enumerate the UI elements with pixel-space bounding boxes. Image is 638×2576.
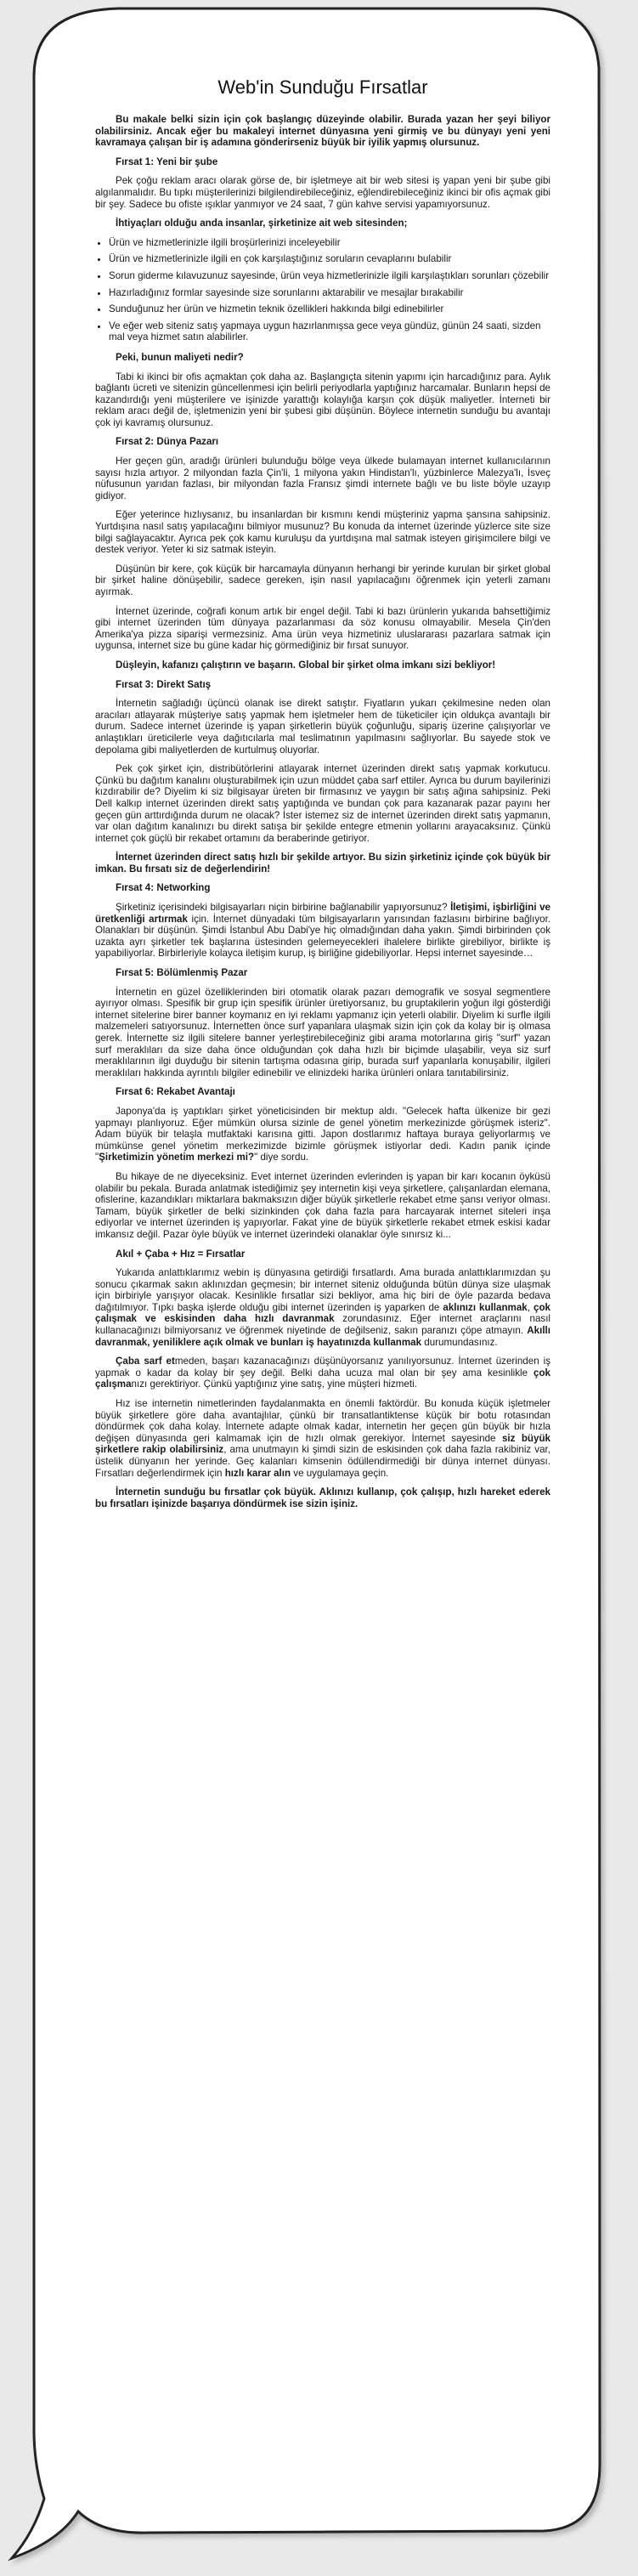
paragraph: Pek çok şirket için, distribütörlerini atlayarak internet üzerinden direkt satış yapmak korkutucu. Çünkü bu dağıtım kanalını oluşturabilmek için uzun müddet çaba sarf ettiler. Ayrıca bu durum bayilerinizi kızdırabilir de? Diyelim ki siz bilgisayar üreten bir firmasınız ve yaygın bir satış ağına sahipsiniz. Peki Dell kalkıp internet üzerinden direkt satış yaptığında ve bundan çok para kazanarak pazar payını her geçen gün arttırdığında durum ne olacak? İster istemez siz de internet üzerinden direkt satış yapmanın, var olan dağıtım kanalınızı bu direkt satışa bir şekilde entegre etmenin yollarını arayacaksınız. Çünkü internet çok güçlü bir rekabet ortamını da beraberinde getiriyor.	[95, 763, 550, 844]
list-item: • Sunduğunuz her ürün ve hizmetin teknik özellikleri hakkında bilgi edinebilirler	[109, 303, 550, 315]
paragraph: Japonya'da iş yaptıkları şirket yöneticisinden bir mektup aldı. "Gelecek hafta ülkenize bir gezi yapmayı planlıyoruz. Eğer mümkün olursa sizinle de genel yönetim merkezinizde görüşmek isteriz". Adam büyük bir telaşla mutfaktaki karısına gitti. Japon dostlarımız haftaya buraya geliyorlarmış ve mümkünse genel yönetim merkezimizde bizimle görüşmek istiyorlar dedi. Kadın panik içinde "Şirketimizin yönetim merkezi mi?" diye sordu.	[95, 1105, 550, 1163]
paragraph: İnternetin en güzel özelliklerinden biri otomatik olarak pazarı demografik ve sosyal segmentlere ayırıyor olması. Spesifik bir grup için spesifik ürünler üretiyorsanız, bu gruptakilerin yoğun ilgi gösterdiği internet sitelerine birer banner koymanız en iyi reklamı yapmanız için yeterli olabilir. Diyelim ki surfle ilgili malzemeleri satıyorsunuz. İnternetten önce surf yapanlara ulaşmak sizin için çok da kolay bir iş olmasa gerek. İnternette siz ilgili sitelere banner yerleştirebileceğiniz gibi arama motorlarına giriş "surf" yazan surf meraklıları da size daha önce olduğundan çok daha hızlı bir biçimde ulaşabilir, veya siz surf meraklılarının ilgi duyduğu bir sitenin tartışma odasına girip, burada surf yapanlarla konuşabilir, ilgileri meraklıları hakkında ayrıntılı bilgiler edinebilir ve elinizdeki harika ürünleri onlara tanıtabilirsiniz.	[95, 986, 550, 1079]
page-title: Web'in Sunduğu Fırsatlar	[217, 76, 428, 98]
section-heading: Fırsat 6: Rekabet Avantajı	[116, 1086, 235, 1098]
paragraph: Eğer yeterince hızlıysanız, bu insanlardan bir kısmını kendi müşteriniz yapma şansına sahipsiniz. Yurtdışına nasıl satış yapılacağını bilmiyor musunuz? Bu konuda da internet üzerinde yüzlerce site size bilgi sağlayacaktır. Ayrıca pek çok kamu kuruluşu da yurtdışına mal satmak isteyen girişimcilere bilgi ve destek veriyor. Yeter ki siz satmak isteyin.	[95, 509, 550, 556]
section-heading: Fırsat 1: Yeni bir şube	[116, 156, 218, 167]
article	[95, 76, 550, 1517]
bold-paragraph: İnternet üzerinden direct satış hızlı bir şekilde artıyor. Bu sizin şirketiniz içinde çok büyük bir imkan. Bu fırsatı siz de değerlendirin!	[95, 852, 550, 875]
paragraph: İnternetin sağladığı üçüncü olanak ise direkt satıştır. Fiyatların yukarı çekilmesine neden olan aracıları atlayarak müşteriye satış yapmak hem işletmeler hem de tüketiciler için oldukça avantajlı bir durum. Sadece internet üzerinde iş yapan şirketlerin büyük çoğunluğu, sipariş üzerine çalışıyorlar ve anlaştıkları üreticilerle veya dağıtıcılarla mal teslimatının yapılmasını sağlıyorlar. Bu sayede stok ve depolama gibi maliyetlerden de kurtulmuş oluyorlar.	[95, 698, 550, 756]
section-heading: Peki, bunun maliyeti nedir?	[116, 351, 244, 363]
section-heading: İhtiyaçları olduğu anda insanlar, şirketinize ait web sitesinden;	[116, 218, 408, 229]
section-heading: Fırsat 3: Direkt Satış	[116, 678, 212, 690]
paragraph: İnternet üzerinde, coğrafi konum artık bir engel değil. Tabi ki bazı ürünlerin yukarıda bahsettiğimiz gibi internet üzerinden tüm dünyaya pazarlanması da söz konusu olmayabilir. Mesela Çin'den Amerika'ya pizza siparişi vermezsiniz. Ama ürün veya hizmetiniz uluslararası pazarlara satmak için uygunsa, internet size bu güne kadar hiç görmediğiniz bir fırsat sunuyor.	[95, 605, 550, 652]
article-body	[95, 114, 550, 1509]
paragraph: Düşünün bir kere, çok küçük bir harcamayla dünyanın herhangi bir yerinde kurulan bir şirket global bir şirket haline dönüşebilir, sadece gereken, işin nasıl yapılacağını öğrenmek için yeterli zamanı ayırmak.	[95, 563, 550, 597]
list-item: • Ürün ve hizmetlerinizle ilgili en çok karşılaştığınız soruların cevaplarını bulabilir	[109, 253, 550, 265]
list-item: • Hazırladığınız formlar sayesinde size sorunlarını aktarabilir ve mesajlar bırakabilir	[109, 287, 550, 299]
section-heading: Fırsat 2: Dünya Pazarı	[116, 436, 219, 448]
list-item: • Ürün ve hizmetlerinizle ilgili broşürlerinizi inceleyebilir	[109, 237, 550, 249]
list-item: • Sorun giderme kılavuzunuz sayesinde, ürün veya hizmetlerinizle ilgili karşılaştıkları sorunları çözebilir	[109, 270, 550, 282]
paragraph: Hız ise internetin nimetlerinden faydalanmakta en önemli faktördür. Bu konuda küçük işletmeler büyük şirketlere göre daha avantajlılar, çünkü bir transatlantiktense küçük bir botu rotasından döndürmek çok daha kolay. İnternete adapte olmak kadar, internetin her geçen gün büyük bir hızla değişen dünyasında geri kalmamak için de hızlı olmak gerekiyor. İnternet sayesinde siz büyük şirketlere rakip olabilirsiniz, ama unutmayın ki şimdi sizin de eskisinden çok daha fazla rakibiniz var, üstelik dünyanın her yerinde. Geç kalanları kimsenin ödüllendirmediği bir dünya internet dünyası. Fırsatları değerlendirmek için hızlı karar alın ve uygulamaya geçin.	[95, 1398, 550, 1479]
paragraph: Her geçen gün, aradığı ürünleri bulunduğu bölge veya ülkede bulamayan internet kullanıcılarının sayısı hızla artıyor. 2 milyondan fazla Çin'li, 1 milyona yakın Hindistan'lı, yüzbinlerce Malezya'lı, İsveç nüfusunun yarıdan fazlası, bir milyondan fazla Fransız şimdi internete bağlı ve bu liste böyle uzayıp gidiyor.	[95, 456, 550, 501]
paragraph: Yukarıda anlattıklarımız webin iş dünyasına getirdiği fırsatlardı. Ama burada anlattıklarımızdan şu sonucu çıkarmak sakın aklınızdan geçmesin; bir internet siteniz olduğunda bütün dünya size ulaşmak için birbiriyle yarışıyor olacak. Kesinlikle fırsatlar sizi bekliyor, ama hiç biri de öyle pazarda bedava dağıtılmıyor. Tıpkı başka işlerde olduğu gibi internet üzerinden iş yaparken de aklınızı kullanmak, çok çalışmak ve eskisinden daha hızlı davranmak zorundasınız. Eğer internet araçlarını nasıl kullanacağınızı bilmiyorsanız ve öğrenmek niyetinde de değilseniz, sakın paranızı çöpe atmayın. Akıllı davranmak, yeniliklere açık olmak ve bunları iş hayatınızda kullanmak durumundasınız.	[95, 1267, 550, 1348]
paragraph: Çaba sarf etmeden, başarı kazanacağınızı düşünüyorsanız yanılıyorsunuz. İnternet üzerinden iş yapmak o kadar da kolay bir şey değil. Belki daha ucuza mal olan bir şey ama kesinlikle çok çalışmanızı gerektiriyor. Çünkü yaptığınız yine satış, yine müşteri hizmeti.	[95, 1356, 550, 1390]
section-heading: Akıl + Çaba + Hız = Fırsatlar	[116, 1248, 246, 1260]
paragraph: Şirketiniz içerisindeki bilgisayarları niçin birbirine bağlanabilir yapıyorsunuz? İletişimi, işbirliğini ve üretkenliği artırmak için. İnternet dünyadaki tüm bilgisayarların yarısından fazlasını birbirine bağlıyor. Olanakları bir düşünün. Şimdi İstanbul Abu Dabi'ye hiç olmadığından daha yakın. Şimdi birbirinden çok uzakta ayrı şirketler tek başlarına üstesinden gelemeyecekleri ihalelere birlikte girebiliyor, birlikte iş yapabiliyorlar. Birbirleriyle kolayca iletişim kurup, iş birliğine gidebiliyorlar. Hepsi internet sayesinde…	[95, 902, 551, 960]
section-heading: Fırsat 4: Networking	[116, 882, 211, 894]
section-heading: Fırsat 5: Bölümlenmiş Pazar	[116, 967, 248, 979]
paragraph: Pek çoğu reklam aracı olarak görse de, bir işletmeye ait bir web sitesi iş yapan yeni bir şube gibi algılanmalıdır. Bu tıpkı müşterilerinizi bilgilendirebileceğiniz, eğlendirebileceğiniz ikinci bir ofis açmak gibi bir şey. Sadece bu ofiste ışıklar yanmıyor ve 24 saat, 7 gün kahve servisi yapamıyorsunuz.	[95, 175, 550, 210]
paragraph: Bu hikaye de ne diyeceksiniz. Evet internet üzerinden evlerinden iş yapan bir karı kocanın öyküsü olabilir bu pekala. Burada anlatmak istediğimiz şey internetin kişi veya şirketlere, çalışanlardan elemana, ofislerine, kazandıkları miktarlara bakmaksızın diğer büyük şirketlerle rekabet etme şansı veriyor olması. Tamam, büyük şirketler de belki sizinkinden çok daha fazla para harcayarak internet siteleri inşa ediyorlar ve internet üzerinden iş yapıyorlar. Fakat yine de büyük şirketlerle rekabet etmek eskisi kadar imkansız değil. Pazar öyle büyük ve internet üzerindeki olanaklar öyle sınırsız ki...	[95, 1170, 550, 1240]
bold-paragraph: Bu makale belki sizin için çok başlangıç düzeyinde olabilir. Burada yazan her şeyi biliyor olabilirsiniz. Ancak eğer bu makaleyi internet dünyasına yeni girmiş ve bu dünyayı yeni yeni kavramaya çalışan bir iş adamına gönderirseniz büyük bir iyilik yapmış olursunuz.	[95, 114, 550, 149]
bold-paragraph: İnternetin sunduğu bu fırsatlar çok büyük. Aklınızı kullanıp, çok çalışıp, hızlı hareket ederek bu fırsatları işinizde başarıya döndürmek ise sizin işiniz.	[95, 1486, 550, 1509]
paragraph: Tabi ki ikinci bir ofis açmaktan çok daha az. Başlangıçta sitenin yapımı için harcadığınız para. Aylık bağlantı ücreti ve sitenizin güncellenmesi için belirli periyodlarla yaptığınız harcamalar. Bunların hepsi de kazandırdığı yeni müşterilere ve işinizde yarattığı kolaylığa karşın çok düşük maliyetler. İnterneti bir reklam aracı değil de, işletmenizin yeni bir şubesi gibi düşünün. Böylece internetin sunduğu bu avantajı çok iyi kavramış olursunuz.	[95, 371, 550, 428]
bold-paragraph: Düşleyin, kafanızı çalıştırın ve başarın. Global bir şirket olma imkanı sizi bekliyor!	[116, 659, 496, 671]
list-item: • Ve eğer web siteniz satış yapmaya uygun hazırlanmışsa gece veya gündüz, günün 24 saati, sizden mal veya hizmet satın alabilirler.	[109, 320, 550, 343]
bullet-list	[95, 237, 550, 343]
